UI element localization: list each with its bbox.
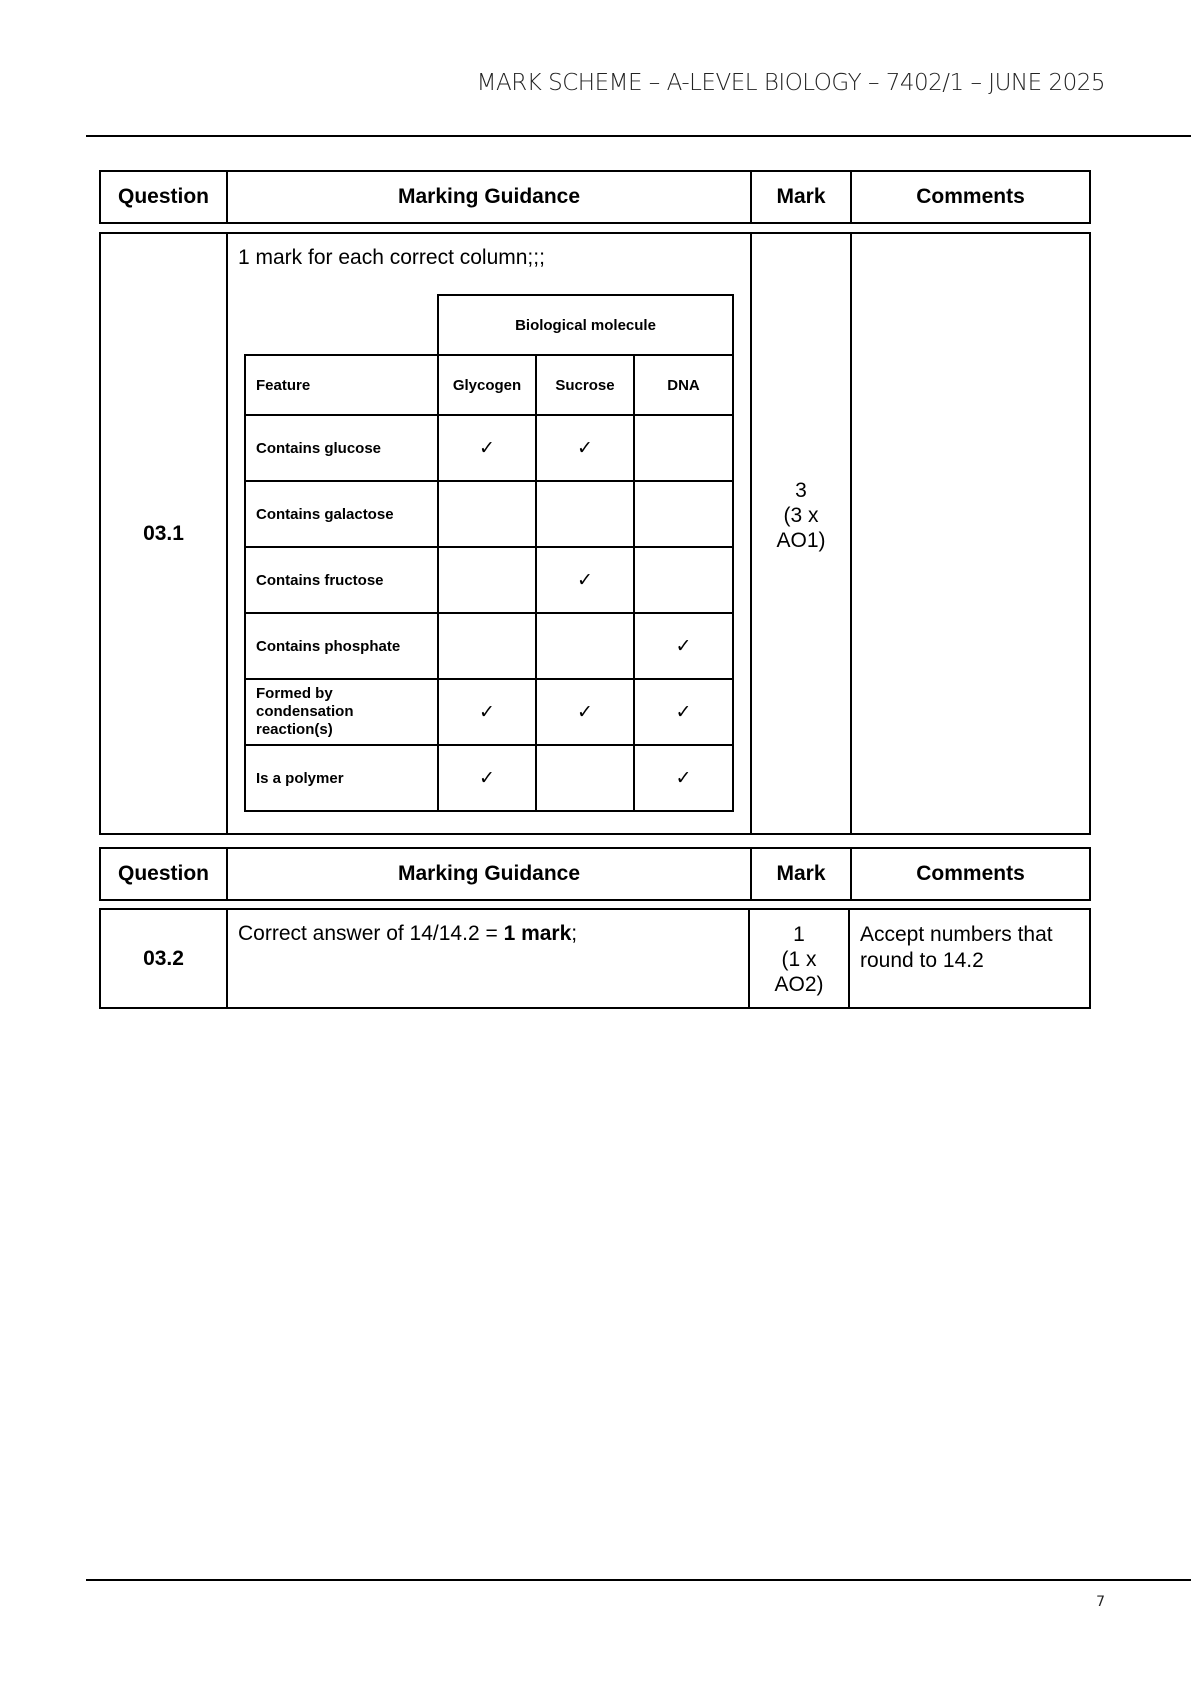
mark-detail-ao: AO2) <box>774 973 824 996</box>
tick-icon <box>536 481 634 547</box>
tick-icon: ✓ <box>536 679 634 745</box>
feature-label: Contains galactose <box>245 481 438 547</box>
document-header-title: MARK SCHEME – A-LEVEL BIOLOGY – 7402/1 – JUNE 2025 <box>476 70 1105 96</box>
table-row <box>245 481 733 547</box>
column-header-comments: Comments <box>851 848 1090 900</box>
header-sucrose: Sucrose <box>536 355 634 415</box>
tick-icon: ✓ <box>634 745 733 811</box>
table-row <box>245 415 733 481</box>
mark-value: 1 <box>793 923 805 946</box>
tick-icon: ✓ <box>438 745 536 811</box>
tick-icon <box>536 613 634 679</box>
guidance-suffix: ; <box>571 922 578 945</box>
header-rule <box>86 135 1191 137</box>
tick-icon <box>438 547 536 613</box>
tick-icon: ✓ <box>634 679 733 745</box>
tick-icon <box>438 481 536 547</box>
tick-icon: ✓ <box>536 547 634 613</box>
header-dna: DNA <box>634 355 733 415</box>
tick-icon <box>634 415 733 481</box>
page-number: 7 <box>1096 1594 1105 1610</box>
comments-cell: Accept numbers that round to 14.2 <box>849 909 1090 1008</box>
tick-icon <box>438 613 536 679</box>
feature-label: Contains phosphate <box>245 613 438 679</box>
mark-cell <box>751 233 851 834</box>
column-header-comments: Comments <box>851 171 1090 223</box>
tick-icon: ✓ <box>634 613 733 679</box>
question-number: 03.2 <box>100 909 227 1008</box>
feature-label: Contains fructose <box>245 547 438 613</box>
table-row <box>245 745 733 811</box>
mark-detail: (3 x <box>783 503 819 527</box>
guidance-text: 1 mark for each correct column;;; <box>238 246 545 269</box>
tick-icon: ✓ <box>438 679 536 745</box>
question-number: 03.1 <box>100 233 227 834</box>
table-row <box>245 547 733 613</box>
footer-rule <box>86 1579 1191 1581</box>
tick-icon <box>536 745 634 811</box>
column-header-table <box>99 847 1091 901</box>
column-header-question: Question <box>100 171 227 223</box>
column-header-question: Question <box>100 848 227 900</box>
header-glycogen: Glycogen <box>438 355 536 415</box>
question-row-03-2 <box>99 908 1091 1009</box>
column-header-mark: Mark <box>751 848 851 900</box>
mark-detail: (1 x <box>781 948 817 971</box>
comments-cell <box>851 233 1090 834</box>
mark-detail-ao: AO1) <box>776 528 826 552</box>
column-header-guidance: Marking Guidance <box>227 848 751 900</box>
column-header-mark: Mark <box>751 171 851 223</box>
tick-icon <box>634 547 733 613</box>
table-row <box>245 679 733 745</box>
feature-label: Is a polymer <box>245 745 438 811</box>
guidance-mark-bold: 1 mark <box>503 922 572 945</box>
tick-icon <box>634 481 733 547</box>
group-header: Biological molecule <box>438 295 733 355</box>
column-header-table <box>99 170 1091 224</box>
marking-guidance-cell <box>227 909 749 1008</box>
tick-icon: ✓ <box>536 415 634 481</box>
mark-value: 3 <box>795 478 807 502</box>
guidance-text: Correct answer of 14/14.2 = <box>238 922 504 945</box>
biological-molecule-table <box>244 294 734 812</box>
header-feature: Feature <box>245 355 438 415</box>
column-header-guidance: Marking Guidance <box>227 171 751 223</box>
feature-label: Formed by condensation reaction(s) <box>245 679 438 745</box>
feature-label: Contains glucose <box>245 415 438 481</box>
table-row <box>245 613 733 679</box>
tick-icon: ✓ <box>438 415 536 481</box>
mark-cell <box>749 909 849 1008</box>
